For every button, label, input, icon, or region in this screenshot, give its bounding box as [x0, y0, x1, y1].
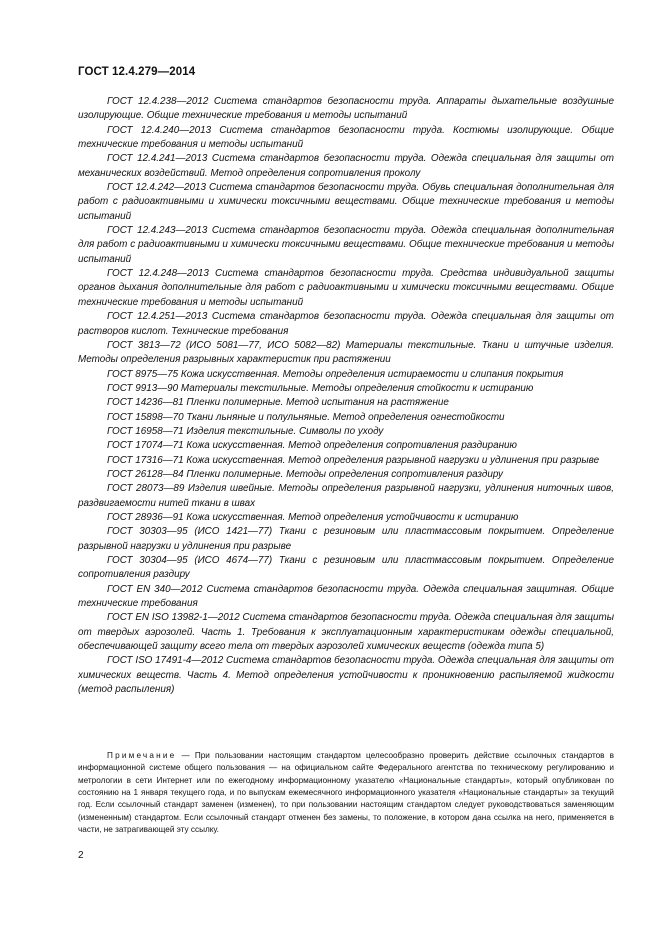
- normative-references-list: [78, 95, 614, 697]
- reference-item: ГОСТ 12.4.240—2013 Система стандартов безопасности труда. Костюмы изолирующие. Общие технические требования и методы испытаний: [78, 124, 614, 151]
- reference-item: ГОСТ 14236—81 Пленки полимерные. Метод испытания на растяжение: [107, 397, 449, 409]
- reference-item: ГОСТ 26128—84 Пленки полимерные. Методы определения сопротивления раздиру: [107, 468, 503, 480]
- document-header: ГОСТ 12.4.279—2014: [78, 66, 196, 78]
- note-label: Примечание: [107, 751, 177, 760]
- reference-item: ГОСТ 12.4.248—2013 Система стандартов безопасности труда. Средства индивидуальной защиты органов дыхания дополнительные для работ с радиоактивными и химически токсичными веществами. Общие технические требования и методы испытаний: [78, 268, 614, 308]
- reference-item: ГОСТ 17316—71 Кожа искусственная. Метод определения разрывной нагрузки и удлинения при разрыве: [107, 454, 600, 466]
- reference-item: ГОСТ 28073—89 Изделия швейные. Методы определения разрывной нагрузки, удлинения ниточных швов, раздвигаемости нитей ткани в швах: [78, 483, 614, 509]
- reference-item: ГОСТ 15898—70 Ткани льняные и полульняные. Метод определения огнестойкости: [107, 411, 505, 423]
- reference-item: ГОСТ 9913—90 Материалы текстильные. Методы определения стойкости к истиранию: [107, 382, 534, 394]
- note-paragraph: [78, 750, 614, 836]
- reference-item: ГОСТ 16958—71 Изделия текстильные. Символы по уходу: [107, 425, 384, 437]
- reference-item: ГОСТ EN 340—2012 Система стандартов безопасности труда. Одежда специальная защитная. Общие технические требования: [78, 583, 614, 610]
- reference-item: ГОСТ EN ISO 13982-1—2012 Система стандартов безопасности труда. Одежда специальная для защиты от твердых аэрозолей. Часть 1. Требования к эксплуатационным характеристикам одежды специальной, обеспечивающей защиту всего тела от твердых аэрозолей химических веществ (одежда типа 5): [78, 612, 614, 653]
- reference-item: ГОСТ 8975—75 Кожа искусственная. Методы определения истираемости и слипания покрытия: [107, 368, 564, 380]
- reference-item: ГОСТ 12.4.251—2013 Система стандартов безопасности труда. Одежда специальная для защиты от растворов кислот. Технические требования: [78, 311, 614, 337]
- reference-item: ГОСТ 30304—95 (ИСО 4674—77) Ткани с резиновым или пластмассовым покрытием. Определение сопротивления раздиру: [78, 555, 614, 581]
- page-number: 2: [78, 850, 84, 861]
- reference-item: ГОСТ 12.4.241—2013 Система стандартов безопасности труда. Одежда специальная для защиты от механических воздействий. Метод определения сопротивления проколу: [78, 153, 614, 179]
- reference-item: ГОСТ 12.4.243—2013 Система стандартов безопасности труда. Одежда специальная дополнительная для работ с радиоактивными и химически токсичными веществами. Общие технические требования и методы испытаний: [78, 225, 614, 265]
- note-text: — При пользовании настоящим стандартом целесообразно проверить действие ссылочных стандартов в информационной системе общего пользования — на официальном сайте Федерального агентства по техническому регулированию и метрологии в сети Интернет или по ежегодному информационному указателю «Национальные стандарты», который опубликован по состоянию на 1 января текущего года, и по выпускам ежемесячного информационного указателя «Национальные стандарты» за текущий год. Если ссылочный стандарт заменен (изменен), то при пользовании настоящим стандартом следует руководствоваться заменяющим (измененным) стандартом. Если ссылочный стандарт отменен без замены, то положение, в котором дана ссылка на него, применяется в части, не затрагивающей эту ссылку.: [78, 751, 614, 835]
- reference-item: ГОСТ 12.4.238—2012 Система стандартов безопасности труда. Аппараты дыхательные воздушные изолирующие. Общие технические требования и методы испытаний: [78, 96, 614, 122]
- note-block: [78, 750, 614, 836]
- reference-item: ГОСТ 17074—71 Кожа искусственная. Метод определения сопротивления раздиранию: [107, 440, 517, 452]
- reference-item: ГОСТ 28936—91 Кожа искусственная. Метод определения устойчивости к истиранию: [107, 511, 519, 523]
- reference-item: ГОСТ 30303—95 (ИСО 1421—77) Ткани с резиновым или пластмассовым покрытием. Определение разрывной нагрузки и удлинения при разрыве: [78, 526, 614, 552]
- reference-item: ГОСТ ISO 17491-4—2012 Система стандартов безопасности труда. Одежда специальная для защиты от химических веществ. Часть 4. Метод определения устойчивости к проникновению распыляемой жидкости (метод распыления): [78, 655, 614, 696]
- reference-item: ГОСТ 12.4.242—2013 Система стандартов безопасности труда. Обувь специальная дополнительная для работ с радиоактивными и химически токсичными веществами. Общие технические требования и методы испытаний: [78, 182, 614, 222]
- reference-item: ГОСТ 3813—72 (ИСО 5081—77, ИСО 5082—82) Материалы текстильные. Ткани и штучные изделия. Методы определения разрывных характеристик при растяжении: [78, 339, 614, 366]
